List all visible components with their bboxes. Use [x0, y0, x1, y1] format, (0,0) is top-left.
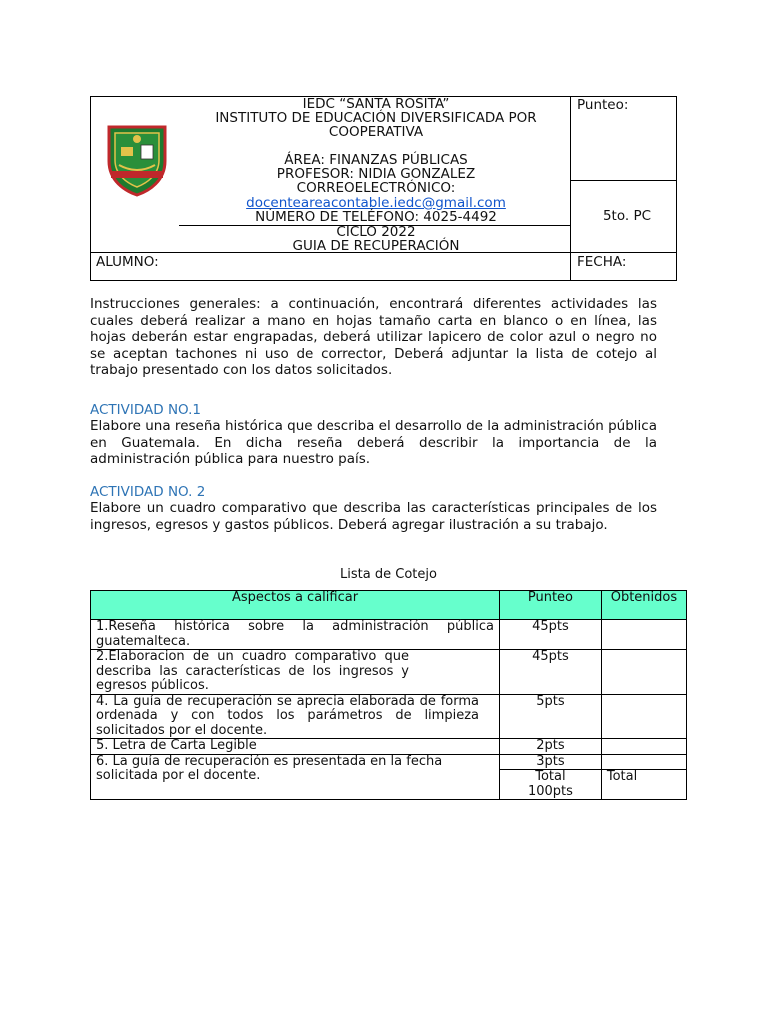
area-label: ÁREA: FINANZAS PÚBLICAS: [284, 152, 468, 168]
score-label: Punteo:: [577, 97, 629, 113]
school-crest-icon: [105, 123, 169, 197]
table-header-row: [91, 591, 687, 620]
points-cell: 5pts: [499, 694, 601, 739]
professor-label: PROFESOR: NIDIA GONZALEZ: [276, 166, 476, 182]
header-divider: [570, 180, 677, 181]
activity2-body: Elabore un cuadro comparativo que describa las características principales de los ingresos, egresos y gastos públicos. Deberá agregar ilustración a su trabajo.: [90, 500, 657, 533]
aspect-cell: 6. La guía de recuperación es presentada en la fecha solicitada por el docente.: [91, 754, 500, 800]
obtained-cell[interactable]: [601, 739, 686, 755]
obtained-cell[interactable]: [601, 694, 686, 739]
activity2-title: ACTIVIDAD NO. 2: [90, 484, 206, 500]
aspect-cell: 5. Letra de Carta Legible: [91, 739, 500, 755]
activity1-title: ACTIVIDAD NO.1: [90, 402, 202, 418]
points-cell: 45pts: [499, 650, 601, 695]
header-aspects: Aspectos a calificar: [91, 591, 500, 620]
guide-label: GUIA DE RECUPERACIÓN: [292, 238, 460, 254]
table-row: [91, 739, 687, 755]
header-points: Punteo: [499, 591, 601, 620]
school-name: IEDC “SANTA ROSITA”: [302, 96, 450, 112]
obtained-cell[interactable]: [601, 650, 686, 695]
header-obtained: Obtenidos: [601, 591, 686, 620]
table-row: [91, 754, 687, 770]
date-label: FECHA:: [577, 254, 627, 270]
email-link[interactable]: docenteareacontable.iedc@gmail.com: [246, 195, 506, 211]
table-row: [91, 620, 687, 650]
total-obtained-cell: Total: [601, 770, 686, 800]
table-row: [91, 650, 687, 695]
aspect-cell: 2.Elaboracion de un cuadro comparativo que describa las características de los ingresos y egresos públicos.: [91, 650, 500, 695]
points-cell: 2pts: [499, 739, 601, 755]
points-cell: 3pts: [499, 754, 601, 770]
checklist-title: Lista de Cotejo: [340, 567, 437, 582]
cycle-label: CICLO 2022: [336, 224, 416, 240]
aspect-cell: 4. La guía de recuperación se aprecia elaborada de forma ordenada y con todos los parámetros de limpieza solicitados por el docente.: [91, 694, 500, 739]
institute-name-line2: COOPERATIVA: [328, 124, 424, 140]
header-table: [90, 96, 677, 281]
general-instructions: Instrucciones generales: a continuación, encontrará diferentes actividades las cuales deberá realizar a mano en hojas tamaño carta en blanco o en línea, las hojas deberán estar engrapadas, deberá utilizar lapicero de color azul o negro no se aceptan tachones ni uso de corrector, Deberá adjuntar la lista de cotejo al trabajo presentado con los datos solicitados.: [90, 296, 657, 378]
obtained-cell[interactable]: [601, 620, 686, 650]
obtained-cell[interactable]: [601, 754, 686, 770]
phone-label: NÚMERO DE TELÉFONO: 4025-4492: [255, 209, 497, 225]
email-label: CORREOELECTRÓNICO:: [296, 180, 456, 196]
aspect-cell: 1.Reseña histórica sobre la administración pública guatemalteca.: [91, 620, 500, 650]
activity1-body: Elabore una reseña histórica que describa el desarrollo de la administración pública en Guatemala. En dicha reseña deberá describir la importancia de la administración pública para nuestro país.: [90, 418, 657, 467]
student-label: ALUMNO:: [96, 254, 159, 270]
checklist-table: [90, 590, 687, 800]
grade-label: 5to. PC: [602, 208, 652, 224]
institute-name-line1: INSTITUTO DE EDUCACIÓN DIVERSIFICADA POR: [215, 110, 537, 126]
table-row: [91, 694, 687, 739]
total-points-cell: Total 100pts: [499, 770, 601, 800]
points-cell: 45pts: [499, 620, 601, 650]
